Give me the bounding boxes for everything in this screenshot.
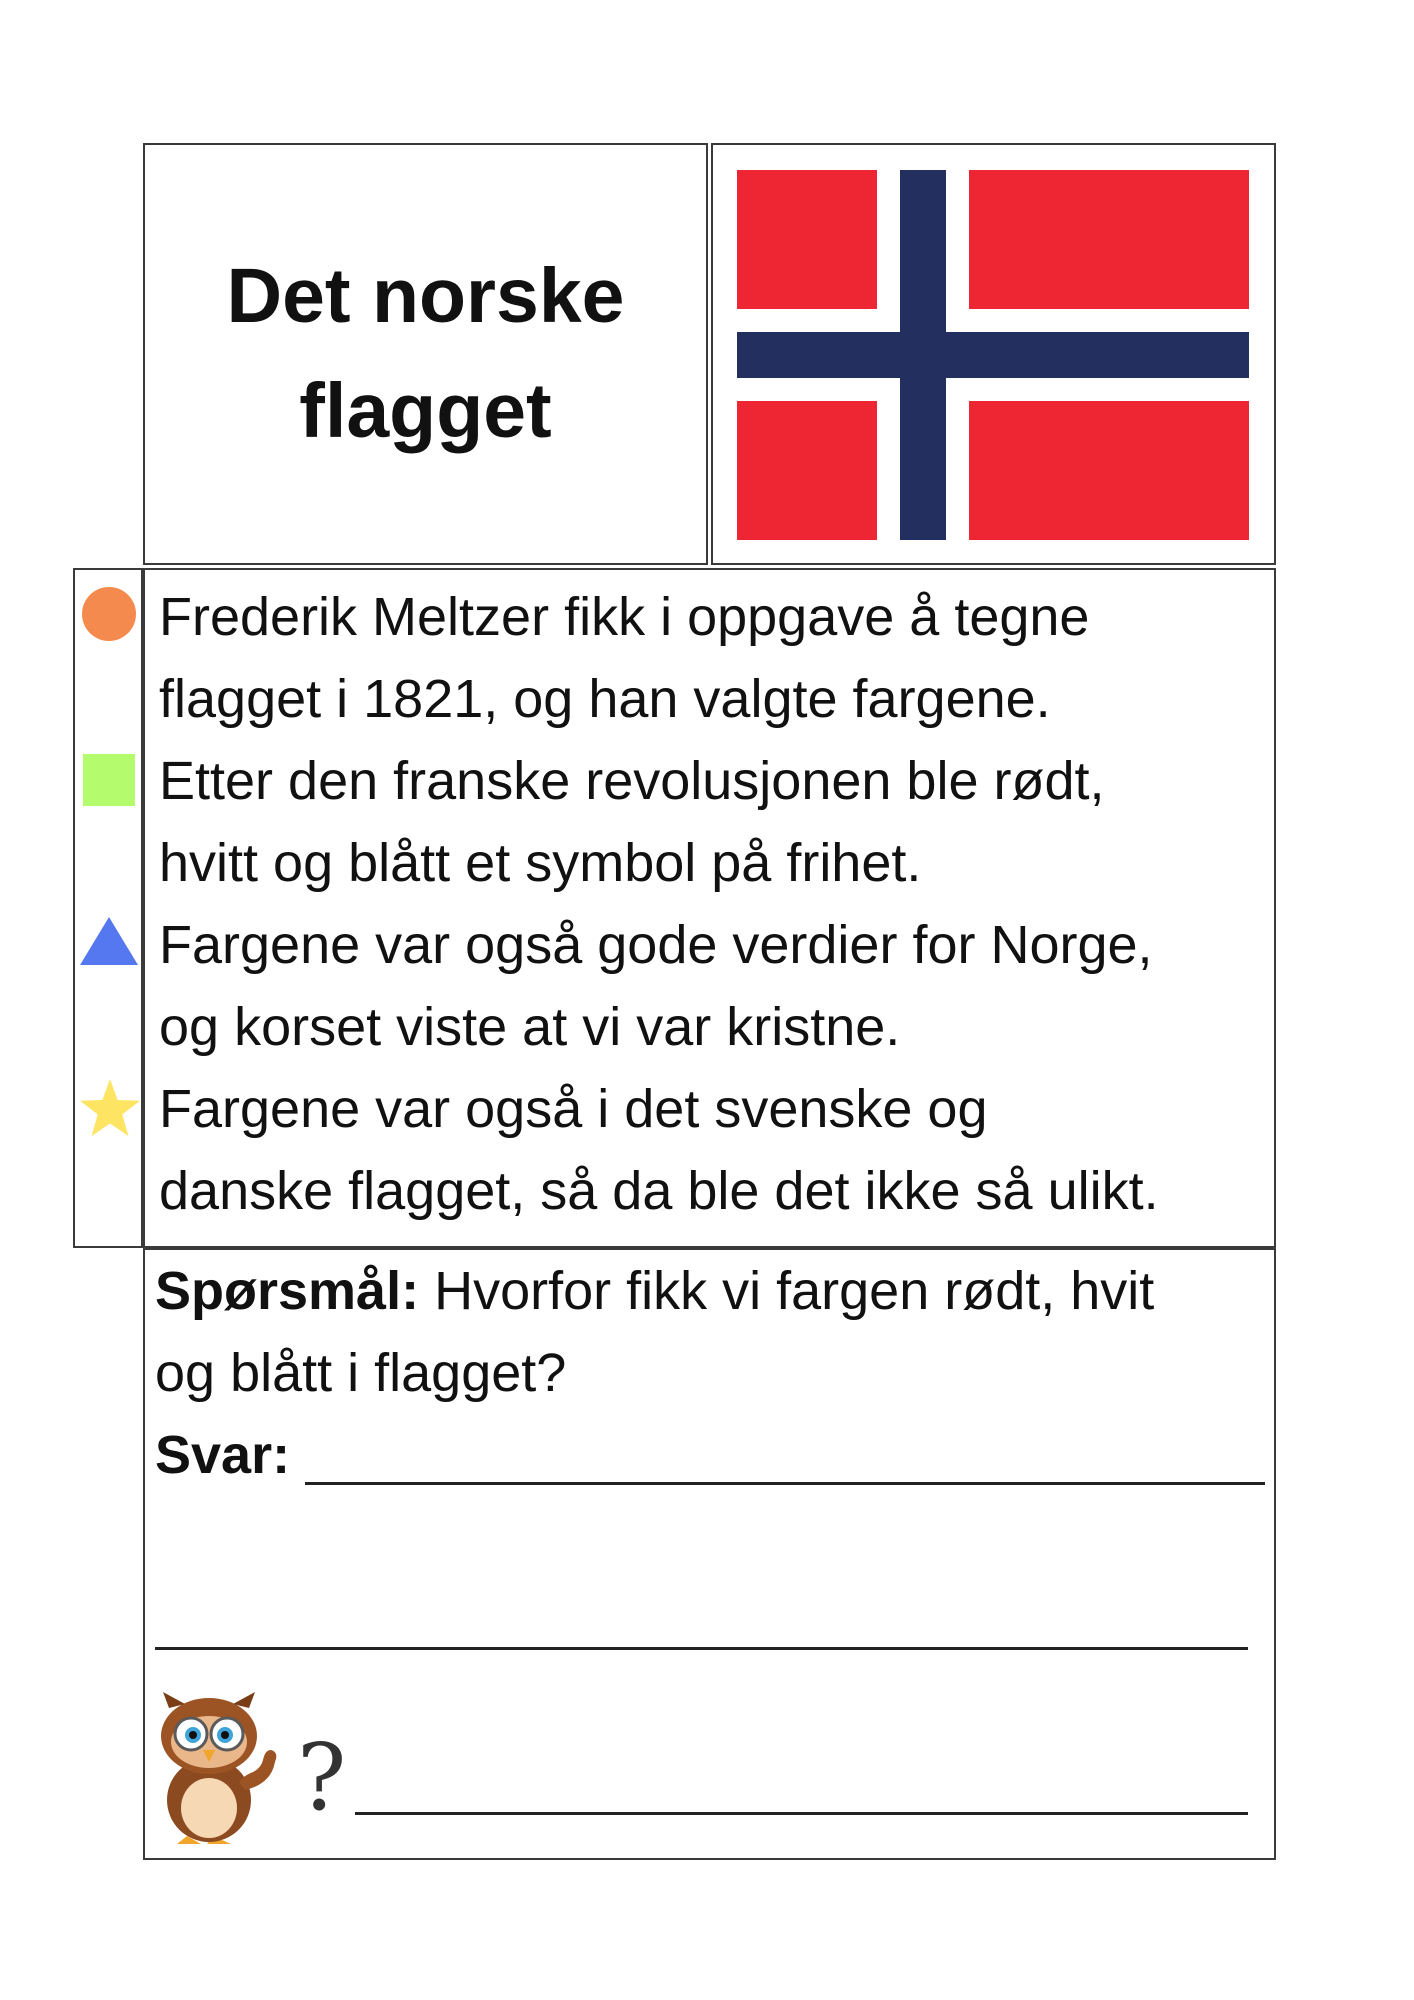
question-mark: ? [297,1724,347,1831]
info-text-box [143,568,1276,1248]
icon-column [73,568,143,1248]
text-line: hvitt og blått et symbol på frihet. [159,833,922,893]
question-box [143,1248,1276,1860]
blue-triangle-icon [79,916,139,966]
title-line-2: flagget [299,368,552,454]
text-line: flagget i 1821, og han valgte fargene. [159,669,1051,729]
flag-blue-cross-horizontal [737,332,1249,378]
answer-label: Svar: [155,1425,291,1485]
norway-flag-image [737,170,1249,540]
yellow-star-icon [79,1078,141,1138]
answer-line-3[interactable] [355,1812,1248,1815]
question-label: Spørsmål: [155,1261,420,1321]
title-line-1: Det norske [226,253,625,339]
question-line-1 [155,1250,1154,1332]
answer-line-1[interactable] [305,1482,1265,1485]
green-square-icon [83,754,135,806]
text-line: Fargene var også gode verdier for Norge, [159,915,1153,975]
question-line-2: og blått i flagget? [155,1343,567,1403]
info-paragraph [159,576,1159,1232]
answer-line-2[interactable] [155,1647,1248,1650]
text-line: Frederik Meltzer fikk i oppgave å tegne [159,587,1090,647]
text-line: og korset viste at vi var kristne. [159,997,901,1057]
flag-box [711,143,1276,565]
title-box [143,143,708,565]
orange-circle-icon [81,586,137,642]
text-line: danske flagget, så da ble det ikke så ulikt. [159,1161,1159,1221]
text-line: Fargene var også i det svenske og [159,1079,988,1139]
question-text-1: Hvorfor fikk vi fargen rødt, hvit [419,1261,1155,1321]
owl-icon [157,1690,287,1850]
page-title [186,239,666,469]
text-line: Etter den franske revolusjonen ble rødt, [159,751,1105,811]
